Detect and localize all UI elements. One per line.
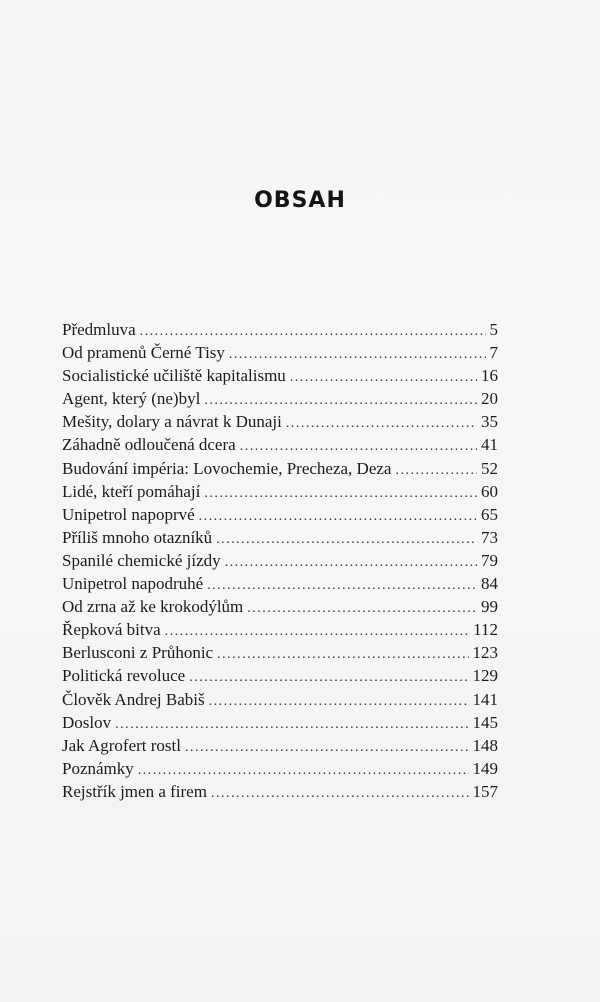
toc-entry-title: Rejstřík jmen a firem [62,781,207,801]
toc-entry-page-number: 149 [472,758,498,778]
toc-entry [62,688,498,711]
toc-entry-page-number: 129 [472,666,498,686]
toc-entry-title: Člověk Andrej Babiš [62,689,205,709]
toc-entry-page-number: 20 [481,389,498,409]
toc-dot-leader [247,597,477,620]
toc-dot-leader [165,620,469,643]
table-of-contents [62,318,498,803]
toc-dot-leader [140,320,486,343]
toc-entry-title: Záhadně odloučená dcera [62,435,236,455]
page-title: OBSAH [254,188,346,213]
toc-entry-title: Poznámky [62,758,134,778]
toc-dot-leader [229,343,486,366]
toc-dot-leader [185,736,469,759]
toc-dot-leader [209,690,469,713]
toc-entry-title: Příliš mnoho otazníků [62,527,213,547]
toc-entry-title: Agent, který (ne)byl [62,389,201,409]
toc-dot-leader [115,713,468,736]
toc-entry [62,457,498,480]
toc-entry [62,780,498,803]
toc-dot-leader [211,782,469,805]
toc-entry-page-number: 141 [472,689,498,709]
toc-entry [62,480,498,503]
toc-entry-title: Mešity, dolary a návrat k Dunaji [62,412,282,432]
toc-entry [62,433,498,456]
toc-entry-title: Unipetrol napodruhé [62,574,204,594]
toc-dot-leader [204,389,477,412]
toc-entry-title: Socialistické učiliště kapitalismu [62,366,286,386]
toc-entry-page-number: 60 [481,481,498,501]
toc-entry [62,410,498,433]
toc-dot-leader [207,574,477,597]
toc-entry [62,318,498,341]
toc-entry-title: Od zrna až ke krokodýlům [62,597,244,617]
toc-entry-page-number: 84 [481,574,498,594]
toc-entry-page-number: 41 [481,435,498,455]
toc-dot-leader [286,412,477,435]
toc-dot-leader [199,505,477,528]
toc-entry-title: Předmluva [62,320,136,339]
toc-entry-page-number: 52 [481,458,498,478]
toc-entry-page-number: 35 [481,412,498,432]
toc-entry-page-number: 79 [481,550,498,570]
toc-entry-page-number: 123 [472,643,498,663]
toc-entry [62,526,498,549]
toc-entry-title: Lidé, kteří pomáhají [62,481,201,501]
toc-entry [62,341,498,364]
toc-entry-page-number: 16 [481,366,498,386]
toc-entry-page-number: 5 [489,320,498,339]
toc-dot-leader [189,666,468,689]
toc-dot-leader [138,759,469,782]
toc-entry-title: Řepková bitva [62,620,161,640]
toc-entry [62,618,498,641]
toc-entry-title: Doslov [62,712,112,732]
toc-entry-title: Politická revoluce [62,666,186,686]
toc-entry [62,503,498,526]
toc-dot-leader [225,551,477,574]
toc-dot-leader [240,435,477,458]
toc-entry-title: Jak Agrofert rostl [62,735,181,755]
toc-entry [62,572,498,595]
toc-dot-leader [217,643,468,666]
toc-entry-page-number: 65 [481,504,498,524]
toc-entry-title: Spanilé chemické jízdy [62,550,221,570]
toc-dot-leader [204,482,477,505]
toc-entry [62,549,498,572]
toc-entry [62,757,498,780]
toc-dot-leader [216,528,477,551]
toc-entry-page-number: 157 [472,781,498,801]
toc-dot-leader [290,366,477,389]
toc-entry [62,387,498,410]
toc-entry [62,664,498,687]
toc-entry-page-number: 112 [473,620,498,640]
toc-entry [62,734,498,757]
toc-entry-title: Od pramenů Černé Tisy [62,343,225,363]
toc-entry [62,711,498,734]
toc-dot-leader [395,459,477,482]
toc-entry-page-number: 145 [472,712,498,732]
toc-entry-page-number: 148 [472,735,498,755]
toc-entry-page-number: 7 [489,343,498,363]
toc-entry-title: Budování impéria: Lovochemie, Precheza, Deza [62,458,392,478]
toc-entry-title: Unipetrol napoprvé [62,504,195,524]
toc-entry-page-number: 99 [481,597,498,617]
toc-entry-page-number: 73 [481,527,498,547]
toc-entry-title: Berlusconi z Průhonic [62,643,214,663]
toc-entry [62,364,498,387]
toc-entry [62,595,498,618]
toc-entry [62,641,498,664]
